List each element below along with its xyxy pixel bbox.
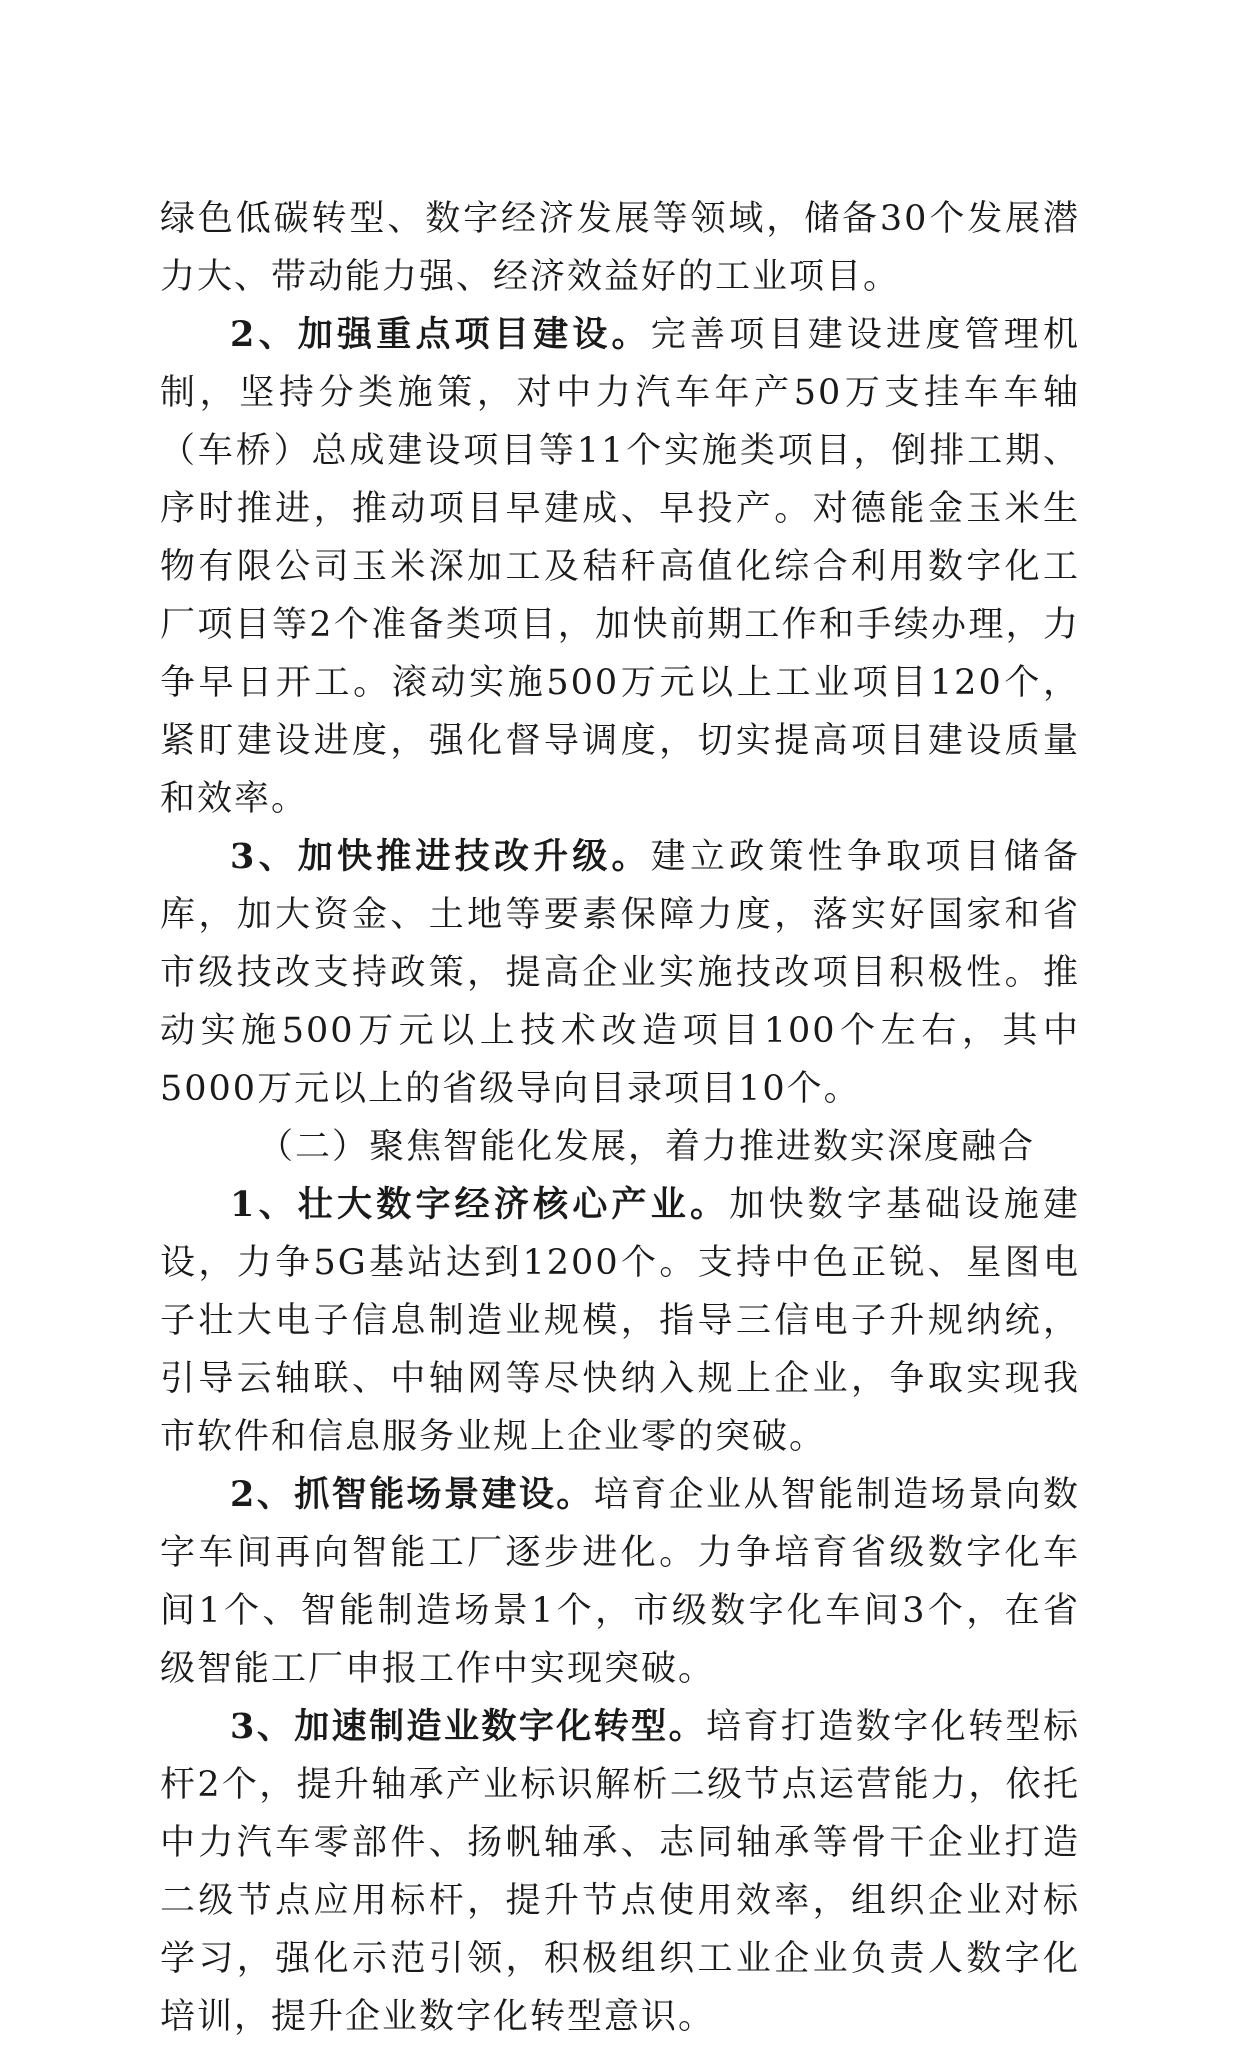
paragraph-heading: 3、加快推进技改升级。 xyxy=(230,836,651,877)
paragraph-body: 培育打造数字化转型标杆2个，提升轴承产业标识解析二级节点运营能力，依托中力汽车零部件、扬帆轴承、志同轴承等骨干企业打造二级节点应用标杆，提升节点使用效率，组织企业对标学习，强化示范引领，积极组织工业企业负责人数字化培训，提升企业数字化转型意识。 xyxy=(160,1707,1080,2037)
paragraph-heading: 3、加速制造业数字化转型。 xyxy=(230,1706,707,1747)
paragraph-continuation xyxy=(160,190,1080,306)
paragraph-key-project-construction xyxy=(160,306,1080,828)
section-heading xyxy=(160,1118,1080,1176)
section-title: （二）聚焦智能化发展，着力推进数实深度融合 xyxy=(258,1127,1036,1167)
paragraph-heading: 2、加强重点项目建设。 xyxy=(230,314,651,355)
paragraph-body: 培育企业从智能制造场景向数字车间再向智能工厂逐步进化。力争培育省级数字化车间1个、智能制造场景1个，市级数字化车间3个，在省级智能工厂申报工作中实现突破。 xyxy=(160,1475,1080,1689)
document-page xyxy=(160,190,1080,2046)
paragraph-heading: 2、抓智能场景建设。 xyxy=(230,1474,594,1515)
paragraph-smart-scenarios xyxy=(160,1466,1080,1698)
paragraph-heading: 1、壮大数字经济核心产业。 xyxy=(230,1184,730,1225)
paragraph-body: 完善项目建设进度管理机制，坚持分类施策，对中力汽车年产50万支挂车车轴（车桥）总成建设项目等11个实施类项目，倒排工期、序时推进，推动项目早建成、早投产。对德能金玉米生物有限公司玉米深加工及秸秆高值化综合利用数字化工厂项目等2个准备类项目，加快前期工作和手续办理，力争早日开工。滚动实施500万元以上工业项目120个，紧盯建设进度，强化督导调度，切实提高项目建设质量和效率。 xyxy=(160,315,1080,819)
paragraph-body: 建立政策性争取项目储备库，加大资金、土地等要素保障力度，落实好国家和省市级技改支持政策，提高企业实施技改项目积极性。推动实施500万元以上技术改造项目100个左右，其中5000万元以上的省级导向目录项目10个。 xyxy=(160,837,1080,1109)
paragraph-body: 加快数字基础设施建设，力争5G基站达到1200个。支持中色正锐、星图电子壮大电子信息制造业规模，指导三信电子升规纳统，引导云轴联、中轴网等尽快纳入规上企业，争取实现我市软件和信息服务业规上企业零的突破。 xyxy=(160,1185,1080,1457)
paragraph-digital-transformation xyxy=(160,1698,1080,2046)
paragraph-digital-core-industry xyxy=(160,1176,1080,1466)
paragraph-body: 绿色低碳转型、数字经济发展等领域，储备30个发展潜力大、带动能力强、经济效益好的工业项目。 xyxy=(160,199,1080,297)
paragraph-tech-upgrade xyxy=(160,828,1080,1118)
